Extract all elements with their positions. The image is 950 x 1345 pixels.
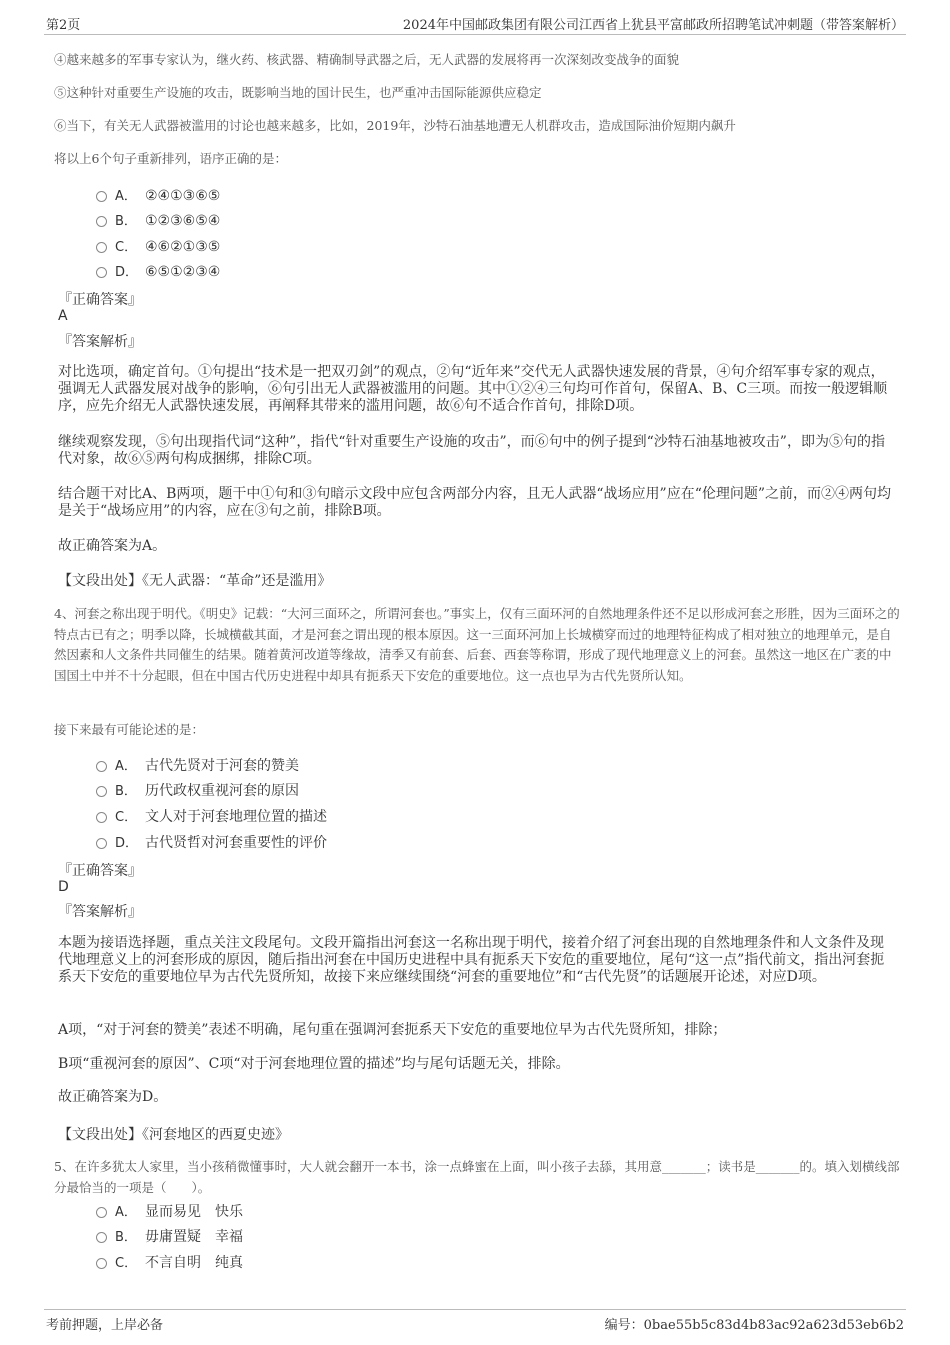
- radio-icon[interactable]: [96, 761, 107, 772]
- q5-option-b[interactable]: B． 毋庸置疑 幸福: [96, 1226, 243, 1246]
- analysis-paragraph: A项，“对于河套的赞美”表述不明确，尾句重在强调河套扼系天下安危的重要地位早为古代先贤所知，排除；: [58, 1022, 727, 1038]
- radio-icon[interactable]: [96, 242, 107, 253]
- analysis-conclusion: 故正确答案为D。: [58, 1089, 168, 1105]
- radio-icon[interactable]: [96, 1258, 107, 1269]
- q3-option-c[interactable]: C． ④⑥②①③⑤: [96, 236, 220, 255]
- analysis-paragraph: 结合题干对比A、B两项，题干中①句和③句暗示文段中应包含两部分内容，且无人武器“战场应用”应在“伦理问题”之前，而②④两句均是关于“战场应用”的内容，应在③句之前，排除B项。: [58, 486, 892, 519]
- header-divider: [44, 34, 906, 35]
- radio-icon[interactable]: [96, 812, 107, 823]
- analysis-paragraph: 继续观察发现，⑤句出现指代词“这种”，指代“针对重要生产设施的攻击”，而⑥句中的例子提到“沙特石油基地被攻击”，即为⑤句的指代对象，故⑥⑤两句构成捆绑，排除C项。: [58, 434, 885, 467]
- footer-divider: [44, 1309, 906, 1310]
- q5-option-a[interactable]: A． 显而易见 快乐: [96, 1201, 243, 1221]
- correct-answer-label: 『正确答案』: [58, 292, 142, 308]
- sentence-5: ⑤这种针对重要生产设施的攻击，既影响当地的国计民生，也严重冲击国际能源供应稳定: [54, 85, 542, 100]
- document-title: 2024年中国邮政集团有限公司江西省上犹县平富邮政所招聘笔试冲刺题（带答案解析）: [402, 18, 904, 33]
- question-stem: 5、在许多犹太人家里，当小孩稍微懂事时，大人就会翻开一本书，涂一点蜂蜜在上面，叫小孩子去舔，其用意_______；读书是_______的。填入划横线部分最恰当的一项是（ ）。: [54, 1159, 900, 1195]
- q4-option-d[interactable]: D． 古代贤哲对河套重要性的评价: [96, 832, 327, 852]
- page-number: 第2页: [46, 18, 81, 33]
- analysis-label: 『答案解析』: [58, 334, 142, 350]
- q3-option-b[interactable]: B． ①②③⑥⑤④: [96, 210, 220, 229]
- question-prompt: 接下来最有可能论述的是：: [54, 722, 205, 737]
- q5-option-c[interactable]: C． 不言自明 纯真: [96, 1252, 243, 1272]
- analysis-conclusion: 故正确答案为A。: [58, 538, 167, 554]
- radio-icon[interactable]: [96, 786, 107, 797]
- analysis-paragraph: B项“重视河套的原因”、C项“对于河套地理位置的描述”均与尾句话题无关，排除。: [58, 1056, 570, 1072]
- document-code: 编号：0bae55b5c83d4b83ac92a623d53eb6b2: [604, 1318, 904, 1333]
- radio-icon[interactable]: [96, 1232, 107, 1243]
- q4-option-b[interactable]: B． 历代政权重视河套的原因: [96, 780, 299, 800]
- q3-option-d[interactable]: D． ⑥⑤①②③④: [96, 261, 220, 280]
- radio-icon[interactable]: [96, 216, 107, 227]
- analysis-label: 『答案解析』: [58, 904, 142, 920]
- radio-icon[interactable]: [96, 838, 107, 849]
- passage-source: 【文段出处】《河套地区的西夏史迹》: [58, 1127, 289, 1143]
- correct-answer-label: 『正确答案』: [58, 863, 142, 879]
- footer-slogan: 考前押题，上岸必备: [46, 1318, 164, 1333]
- analysis-paragraph: 本题为接语选择题，重点关注文段尾句。文段开篇指出河套这一名称出现于明代，接着介绍了河套出现的自然地理条件和人文条件及现代地理意义上的河套形成的原因，随后指出河套在中国历史进程中具有扼系天下安危的重要地位，尾句“这一点”指代前文，指出河套扼系天下安危的重要地位早为古代先贤所知，故接下来应继续围绕“河套的重要地位”和“古代先贤”的话题展开论述，对应D项。: [58, 935, 885, 985]
- question-stem: 4、河套之称出现于明代。《明史》记载：“大河三面环之，所谓河套也。”事实上，仅有三面环河的自然地理条件还不足以形成河套之形胜，因为三面环之的特点古已有之；明季以降，长城横截其面，才是河套之谓出现的根本原因。这一三面环河加上长城横穿而过的地理特征构成了相对独立的地理单元，是自然因素和人文条件共同催生的结果。随着黄河改道等缘故，清季又有前套、后套、西套等称谓，形成了现代地理意义上的河套。虽然这一地区在广袤的中国国土中并不十分起眼，但在中国古代历史进程中却具有扼系天下安危的重要地位。这一点也早为古代先贤所认知。: [54, 606, 900, 683]
- correct-answer: D: [58, 879, 69, 895]
- q3-option-a[interactable]: A． ②④①③⑥⑤: [96, 185, 220, 204]
- radio-icon[interactable]: [96, 191, 107, 202]
- passage-source: 【文段出处】《无人武器：“革命”还是滥用》: [58, 573, 332, 589]
- analysis-paragraph: 对比选项，确定首句。①句提出“技术是一把双刃剑”的观点，②句“近年来”交代无人武器快速发展的背景，④句介绍军事专家的观点，强调无人武器发展对战争的影响，⑥句引出无人武器被滥用的问题。其中①②④三句均可作首句，保留A、B、C三项。而按一般逻辑顺序，应先介绍无人武器快速发展，再阐释其带来的滥用问题，故⑥句不适合作首句，排除D项。: [58, 364, 888, 414]
- q4-option-a[interactable]: A． 古代先贤对于河套的赞美: [96, 755, 299, 775]
- sentence-6: ⑥当下，有关无人武器被滥用的讨论也越来越多，比如，2019年，沙特石油基地遭无人机群攻击，造成国际油价短期内飙升: [54, 118, 736, 133]
- radio-icon[interactable]: [96, 267, 107, 278]
- correct-answer: A: [58, 308, 68, 324]
- q4-option-c[interactable]: C． 文人对于河套地理位置的描述: [96, 806, 327, 826]
- question-prompt: 将以上6个句子重新排列，语序正确的是：: [54, 151, 287, 166]
- radio-icon[interactable]: [96, 1207, 107, 1218]
- sentence-4: ④越来越多的军事专家认为，继火药、核武器、精确制导武器之后，无人武器的发展将再一次深刻改变战争的面貌: [54, 52, 680, 67]
